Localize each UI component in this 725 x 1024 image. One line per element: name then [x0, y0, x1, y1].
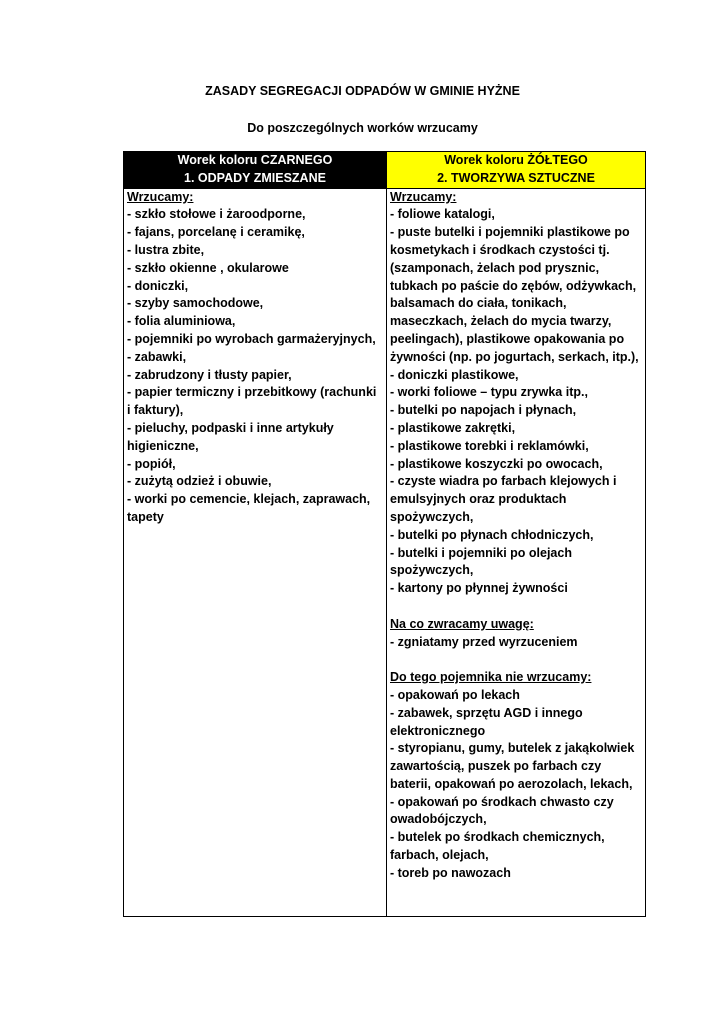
yellow-bag-content	[387, 188, 646, 916]
list-item: - szyby samochodowe,	[127, 296, 264, 311]
section-spacer	[390, 598, 642, 616]
document-subtitle: Do poszczególnych worków wrzucamy	[247, 121, 478, 135]
yellow-bag-allowed-heading: Wrzucamy:	[390, 189, 457, 204]
list-item: - szkło okienne , okularowe	[127, 260, 289, 275]
list-item: - popiół,	[127, 456, 176, 471]
list-item: - toreb po nawozach	[390, 865, 511, 880]
list-item: - butelki po napojach i płynach,	[390, 403, 577, 418]
list-item: - worki foliowe – typu zrywka itp.,	[390, 385, 588, 400]
list-item: - czyste wiadra po farbach klejowych i emulsyjnych oraz produktach spożywczych,	[390, 474, 617, 524]
list-item: - butelki i pojemniki po olejach spożywczych,	[390, 545, 572, 578]
black-bag-header	[124, 152, 387, 189]
list-item: - folia aluminiowa,	[127, 314, 236, 329]
list-item: - opakowań po środkach chwasto czy owadobójczych,	[390, 794, 614, 827]
list-item: - kartony po płynnej żywności	[390, 581, 568, 596]
black-bag-content	[124, 188, 387, 916]
list-item: - butelki po płynach chłodniczych,	[390, 527, 594, 542]
yellow-bag-color-label: Worek koloru ŻÓŁTEGO	[444, 153, 588, 167]
list-item: - doniczki,	[127, 278, 189, 293]
list-item: - zgniatamy przed wyrzuceniem	[390, 634, 578, 649]
list-item: - szkło stołowe i żaroodporne,	[127, 207, 306, 222]
header-row	[124, 152, 646, 189]
list-item: - zużytą odzież i obuwie,	[127, 474, 272, 489]
yellow-bag-forbidden-list	[390, 687, 642, 883]
yellow-bag-notes-list	[390, 634, 642, 652]
list-item: - plastikowe koszyczki po owocach,	[390, 456, 603, 471]
list-item: - zabrudzony i tłusty papier,	[127, 367, 292, 382]
list-item: - doniczki plastikowe,	[390, 367, 519, 382]
document-title: ZASADY SEGREGACJI ODPADÓW W GMINIE HYŻNE	[205, 84, 520, 98]
black-bag-allowed-list	[127, 206, 383, 526]
list-item: - zabawek, sprzętu AGD i innego elektronicznego	[390, 705, 583, 738]
list-item: - foliowe katalogi,	[390, 207, 495, 222]
yellow-bag-category-label: 2. TWORZYWA SZTUCZNE	[437, 170, 595, 185]
list-item: - worki po cemencie, klejach, zaprawach, tapety	[127, 492, 371, 524]
list-item: - plastikowe torebki i reklamówki,	[390, 438, 589, 453]
list-item: - styropianu, gumy, butelek z jakąkolwiek zawartością, puszek po farbach czy baterii, opakowań po aerozolach, lekach,	[390, 741, 635, 791]
list-item: - zabawki,	[127, 349, 187, 364]
list-item: - fajans, porcelanę i ceramikę,	[127, 225, 305, 240]
section-spacer	[390, 651, 642, 669]
black-bag-allowed-heading: Wrzucamy:	[127, 189, 194, 204]
list-item: - butelek po środkach chemicznych, farbach, olejach,	[390, 830, 605, 863]
yellow-bag-allowed-list	[390, 206, 642, 598]
black-bag-color-label: Worek koloru CZARNEGO	[177, 153, 333, 167]
list-item: - pieluchy, podpaski i inne artykuły higieniczne,	[127, 420, 334, 453]
black-bag-category-label: 1. ODPADY ZMIESZANE	[184, 170, 326, 185]
yellow-bag-notes-heading: Na co zwracamy uwagę:	[390, 616, 534, 631]
list-item: - papier termiczny i przebitkowy (rachunki i faktury),	[127, 385, 377, 418]
yellow-bag-header	[387, 152, 646, 189]
list-item: - plastikowe zakrętki,	[390, 420, 516, 435]
list-item: - opakowań po lekach	[390, 687, 520, 702]
list-item: - pojemniki po wyrobach garmażeryjnych,	[127, 331, 376, 346]
yellow-bag-forbidden-heading: Do tego pojemnika nie wrzucamy:	[390, 670, 592, 685]
content-row	[124, 188, 646, 916]
list-item: - lustra zbite,	[127, 242, 205, 257]
list-item: - puste butelki i pojemniki plastikowe po kosmetykach i środkach czystości tj. (szamponach, żelach pod prysznic, tubkach po paście do zębów, odżywkach, balsamach do ciała, tonikach, maseczkach, żelach do mycia twarzy, peelingach), plastikowe opakowania po żywności (np. po jogurtach, serkach, itp.),	[390, 225, 639, 364]
segregation-table	[123, 151, 646, 917]
